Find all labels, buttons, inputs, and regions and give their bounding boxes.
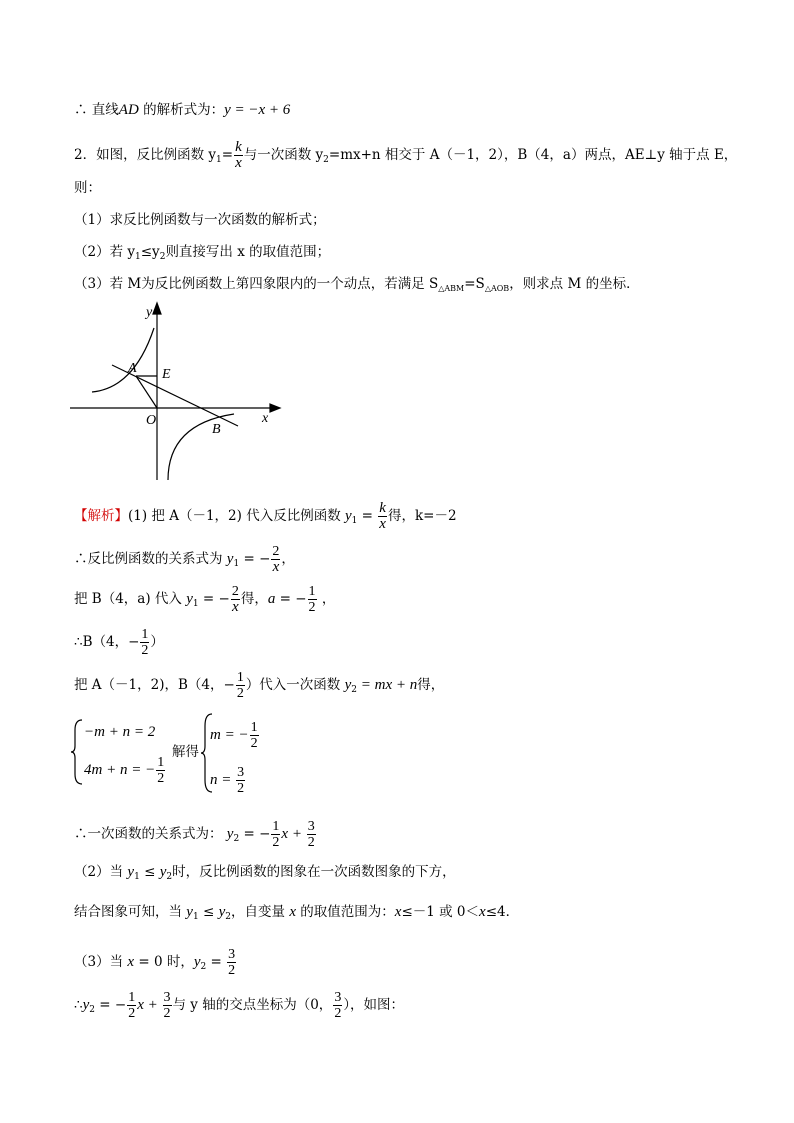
var-x: x: [394, 904, 402, 920]
frac: [271, 819, 280, 850]
prev-answer-middle: 的解析式为：: [138, 102, 225, 118]
label-e: E: [162, 367, 171, 382]
q2-a: （2）若 y: [74, 244, 136, 260]
s4-a: ∴B（4，−: [74, 634, 140, 650]
frac-den: 2: [272, 835, 280, 850]
s8-a: 结合图象可知，当: [74, 904, 187, 920]
frac: [156, 755, 165, 786]
le: ≤: [139, 864, 160, 880]
question-2: [74, 242, 330, 267]
frac-num: 3: [163, 990, 171, 1005]
frac-den: 2: [307, 835, 315, 850]
sub: 1: [135, 252, 141, 262]
solution-10: [74, 990, 404, 1021]
sub: 2: [159, 252, 166, 262]
problem-then: 则：: [74, 180, 101, 196]
equals: = −: [239, 551, 271, 567]
sub: 2: [225, 912, 232, 922]
equals: = −: [239, 826, 271, 842]
line-name: AD: [118, 102, 139, 118]
s3-c: ，: [317, 591, 336, 607]
sub: △AOB: [484, 284, 510, 293]
analysis-tag: 【解析】: [74, 508, 128, 524]
s2-a: ∴反比例函数的关系式为: [74, 551, 227, 567]
s8-c: 的取值范围为：: [295, 904, 395, 920]
s2-b: ，: [281, 551, 295, 567]
frac: [140, 627, 149, 658]
var-x-plus: x +: [281, 826, 306, 842]
frac-num: 1: [236, 670, 244, 685]
sub: 2: [233, 834, 240, 844]
frac: [231, 584, 240, 615]
var-y: y: [226, 551, 234, 567]
label-y: y: [146, 305, 153, 320]
q3-b: =S: [464, 276, 485, 292]
solution-6: [74, 819, 317, 850]
sys2-top: m = −: [210, 727, 249, 743]
function-graph: [64, 300, 284, 485]
sub: △ABM: [438, 284, 465, 293]
solution-7: [74, 862, 456, 887]
var-y: y: [127, 864, 135, 880]
solution-3: [74, 584, 335, 615]
problem-intro-c: =mx+n 相交于 A（－1，2），B（4，a）两点，AE⊥y 轴于点 E，: [328, 147, 738, 163]
frac: [127, 990, 136, 1021]
s4-b: ）: [150, 634, 164, 650]
frac-num: 1: [128, 990, 136, 1005]
prev-answer-prefix: ∴ 直线: [74, 102, 119, 118]
le: ≤: [198, 904, 219, 920]
sub: 2: [351, 685, 358, 695]
prev-answer-line: [74, 100, 290, 120]
frac-num: k: [235, 139, 242, 155]
sub: 2: [166, 872, 173, 882]
problem-intro: [74, 140, 737, 171]
s9-b: = 0 时，: [134, 954, 194, 970]
sub: 1: [134, 872, 140, 882]
hyperbola-branch-left: [92, 328, 154, 392]
frac-den: 2: [250, 736, 258, 751]
system2-top: [210, 720, 260, 751]
s8-e: ≤4．: [485, 904, 520, 920]
sub: 1: [216, 155, 222, 165]
s8-b: ，自变量: [231, 904, 290, 920]
s1-b: 得，k=－2: [387, 508, 457, 524]
s3-b: 得，: [240, 591, 268, 607]
frac-k-over-x: [234, 140, 243, 171]
question-1: （1）求反比例函数与一次函数的解析式；: [74, 212, 326, 228]
frac-den: 2: [128, 1006, 136, 1021]
s7-a: （2）当: [74, 864, 128, 880]
sub: 1: [233, 559, 240, 569]
frac-num: 3: [307, 819, 315, 834]
s5-c: 得，: [417, 677, 445, 693]
var-y: y: [186, 591, 193, 607]
frac-den: 2: [308, 600, 316, 615]
label-x: x: [262, 411, 269, 426]
var-y: y: [186, 904, 193, 920]
equals: = −: [275, 591, 307, 607]
equals: =: [221, 147, 234, 163]
q2-b: ≤y: [140, 244, 160, 260]
s10-a: ∴: [74, 997, 83, 1013]
system1-top: [84, 722, 155, 742]
frac-den: 2: [236, 686, 244, 701]
frac-num: 2: [272, 544, 280, 559]
q2-c: 则直接写出 x 的取值范围；: [165, 244, 331, 260]
frac: [227, 947, 236, 978]
var-y: y: [226, 826, 234, 842]
problem-intro-b: 与一次函数 y: [243, 147, 324, 163]
var-x: x: [479, 904, 486, 920]
var-a: a: [267, 591, 276, 607]
left-brace: [70, 718, 84, 786]
frac-num: 3: [228, 947, 236, 962]
frac: [236, 765, 245, 796]
y-axis-arrow: [153, 303, 161, 314]
frac-den: 2: [141, 643, 149, 658]
s8-d: ≤－1 或 0＜: [401, 904, 480, 920]
frac-num: 1: [141, 627, 149, 642]
frac-num: 1: [250, 720, 258, 735]
sub: 2: [89, 1005, 95, 1015]
frac-den: 2: [163, 1006, 171, 1021]
solve-label: 解得: [172, 744, 199, 760]
s10-b: 与 y 轴的交点坐标为（0，: [172, 997, 333, 1013]
s5-a: 把 A（－1，2)，B（4，−: [74, 677, 235, 693]
solution-9: [74, 947, 237, 978]
frac-den: 2: [157, 771, 165, 786]
var-y: y: [82, 997, 90, 1013]
var-y: y: [344, 677, 352, 693]
var-x-plus: x +: [137, 997, 162, 1013]
s3-a: 把 B（4，a) 代入: [74, 591, 187, 607]
sub: 2: [200, 962, 207, 972]
sub: 1: [192, 912, 199, 922]
sys2-bot: n =: [210, 772, 236, 788]
frac-num: 3: [334, 990, 342, 1005]
hyperbola-branch-right: [168, 414, 234, 480]
solution-8: [74, 902, 519, 927]
solution-4: [74, 627, 164, 658]
question-3: [74, 274, 640, 299]
var-y: y: [193, 954, 201, 970]
solution-2: [74, 544, 295, 575]
frac-den: 2: [237, 781, 245, 796]
sys1-top: −m + n = 2: [84, 724, 156, 740]
system1-bottom: [84, 755, 166, 786]
segment-ao: [136, 376, 157, 408]
frac: [271, 544, 280, 575]
label-o: O: [146, 413, 157, 428]
frac-den: x: [272, 559, 280, 575]
prev-answer-equation: y = −x + 6: [224, 102, 291, 118]
frac-den: x: [231, 599, 239, 615]
frac: [236, 670, 245, 701]
s5-b: ）代入一次函数: [245, 677, 345, 693]
frac: [307, 819, 316, 850]
s7-b: 时，反比例函数的图象在一次函数图象的下方，: [172, 864, 456, 880]
frac: [378, 501, 387, 532]
system2-bottom: [210, 765, 246, 796]
sub: 1: [192, 599, 199, 609]
var-y: y: [159, 864, 167, 880]
s1-a: (1) 把 A（－1，2) 代入反比例函数: [128, 508, 345, 524]
sub: 2: [323, 155, 329, 165]
q3-a: （3）若 M为反比例函数上第四象限内的一个动点，若满足 S: [74, 276, 439, 292]
x-axis-arrow: [270, 404, 280, 412]
var-y: y: [218, 904, 226, 920]
solution-5: [74, 670, 444, 701]
var-y: y: [344, 508, 352, 524]
equals: = −: [95, 997, 127, 1013]
frac: [163, 990, 172, 1021]
s6-a: ∴一次函数的关系式为：: [74, 826, 227, 842]
var-x: x: [289, 904, 296, 920]
equals: =: [357, 508, 378, 524]
frac-num: k: [379, 500, 386, 516]
q3-c: ，则求点 M 的坐标．: [509, 276, 640, 292]
label-a: A: [128, 361, 137, 376]
frac-den: 2: [228, 963, 236, 978]
frac-num: 2: [231, 584, 239, 599]
sys1-bot: 4m + n = −: [84, 762, 156, 778]
frac-den: 2: [334, 1006, 342, 1021]
frac-num: 3: [237, 765, 245, 780]
frac-num: 1: [157, 755, 165, 770]
label-b: B: [212, 422, 221, 437]
solution-1: [74, 501, 457, 532]
linear-eq: = mx + n: [357, 677, 418, 693]
frac-den: x: [379, 516, 386, 532]
frac: [333, 990, 342, 1021]
var-x: x: [127, 954, 135, 970]
s9-a: （3）当: [74, 954, 128, 970]
s10-c: ），如图：: [343, 997, 405, 1013]
frac-num: 1: [308, 584, 316, 599]
frac-num: 1: [272, 819, 280, 834]
frac: [308, 584, 317, 615]
sub: 1: [351, 516, 358, 526]
equals: = −: [198, 591, 230, 607]
equals: =: [206, 954, 227, 970]
problem-intro-a: 2．如图，反比例函数 y: [74, 147, 217, 163]
frac: [250, 720, 259, 751]
frac-den: x: [235, 155, 242, 171]
